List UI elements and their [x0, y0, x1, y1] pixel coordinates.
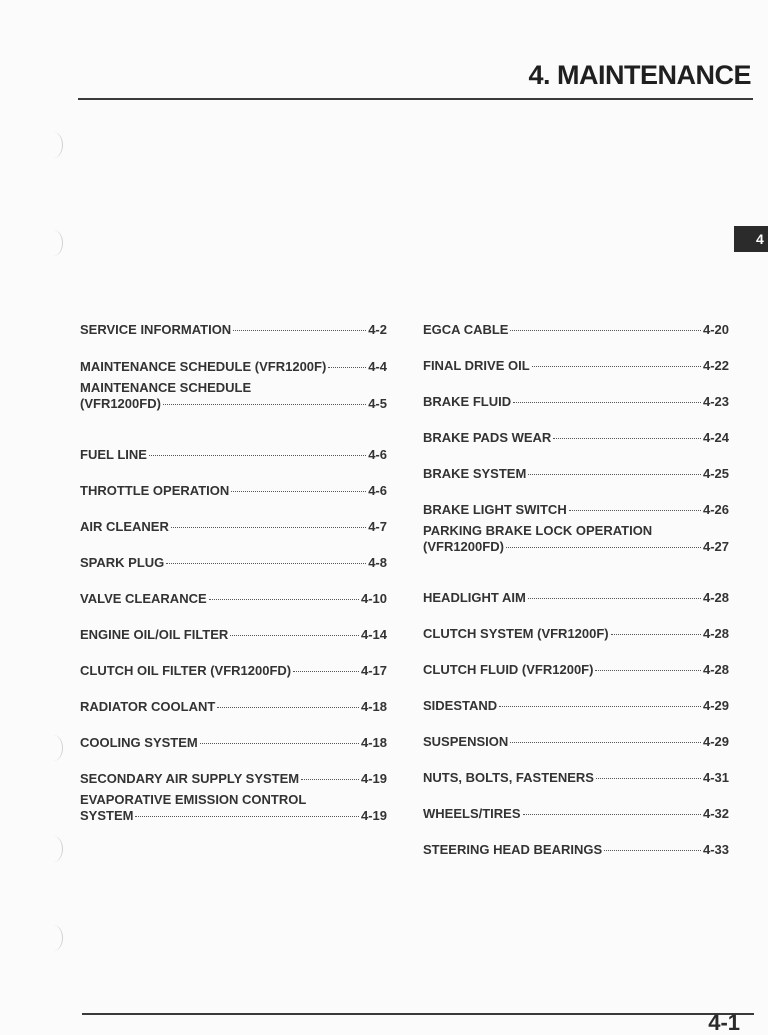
toc-entry-title: FINAL DRIVE OIL	[423, 358, 530, 373]
toc-entry	[80, 627, 387, 643]
footer-divider	[82, 1013, 754, 1015]
toc-entry-page: 4-29	[702, 698, 729, 713]
toc-entry-title: VALVE CLEARANCE	[80, 591, 207, 606]
dot-leader	[200, 742, 359, 744]
dot-leader	[569, 509, 701, 511]
toc-entry	[423, 466, 729, 482]
dot-leader	[513, 401, 701, 403]
dot-leader	[523, 813, 701, 815]
toc-entry-page: 4-27	[702, 539, 729, 554]
toc-entry-title: SECONDARY AIR SUPPLY SYSTEM	[80, 771, 300, 786]
toc-entry-page: 4-31	[702, 770, 729, 785]
toc-entry-page: 4-14	[360, 627, 387, 642]
dot-leader	[532, 365, 701, 367]
toc-entry-page: 4-19	[360, 808, 387, 823]
dot-leader	[135, 815, 359, 817]
page-number: 4-1	[708, 1010, 740, 1035]
toc-entry-title: MAINTENANCE SCHEDULE (VFR1200F)	[80, 359, 327, 374]
toc-entry-title: SYSTEM	[80, 808, 134, 823]
dot-leader	[209, 598, 359, 600]
toc-entry-line	[423, 539, 729, 555]
toc-entry-line	[423, 626, 729, 642]
toc-entry-line	[423, 662, 729, 678]
toc-entry-line	[423, 394, 729, 410]
toc-entry-page: 4-28	[702, 662, 729, 677]
toc-entry-page: 4-29	[702, 734, 729, 749]
toc-entry-page: 4-26	[702, 502, 729, 517]
toc-entry-line	[80, 396, 387, 412]
toc-entry-line	[80, 555, 387, 571]
binder-hole-mark	[44, 735, 63, 761]
toc-entry-line	[80, 735, 387, 751]
toc-entry-title: SPARK PLUG	[80, 555, 165, 570]
dot-leader	[171, 526, 366, 528]
binder-hole-mark	[44, 925, 63, 951]
toc-entry-line	[80, 627, 387, 643]
dot-leader	[166, 562, 366, 564]
toc-entry-page: 4-33	[702, 842, 729, 857]
toc-entry	[423, 590, 729, 606]
toc-entry-line	[423, 466, 729, 482]
toc-entry-page: 4-8	[368, 555, 387, 570]
toc-entry-line	[423, 502, 729, 518]
binder-hole-mark	[44, 836, 63, 862]
toc-entry-line	[80, 322, 387, 338]
dot-leader	[163, 403, 366, 405]
toc-entry	[80, 519, 387, 535]
toc-entry-page: 4-17	[360, 663, 387, 678]
toc-entry-title: HEADLIGHT AIM	[423, 590, 526, 605]
toc-entry-title: ENGINE OIL/OIL FILTER	[80, 627, 229, 642]
toc-entry-page: 4-24	[702, 430, 729, 445]
toc-entry	[80, 591, 387, 607]
toc-entry	[423, 806, 729, 822]
toc-entry-line	[423, 770, 729, 786]
toc-entry	[80, 447, 387, 463]
dot-leader	[510, 741, 701, 743]
toc-entry-title-line: EVAPORATIVE EMISSION CONTROL	[80, 792, 307, 807]
toc-entry	[423, 842, 729, 858]
toc-entry-title: (VFR1200FD)	[80, 396, 161, 411]
dot-leader	[217, 706, 359, 708]
toc-entry-line	[423, 698, 729, 714]
toc-entry-title: BRAKE PADS WEAR	[423, 430, 552, 445]
section-tab	[734, 226, 768, 252]
toc-entry-line	[80, 447, 387, 463]
toc-entry-page: 4-5	[368, 396, 387, 411]
toc-entry-page: 4-7	[368, 519, 387, 534]
dot-leader	[293, 670, 359, 672]
toc-entry	[80, 663, 387, 679]
dot-leader	[506, 546, 701, 548]
toc-entry-page: 4-20	[702, 322, 729, 337]
toc-entry-title: FUEL LINE	[80, 447, 147, 462]
dot-leader	[231, 490, 366, 492]
toc-entry-line	[80, 483, 387, 499]
toc-entry-title: AIR CLEANER	[80, 519, 169, 534]
toc-entry-page: 4-28	[702, 590, 729, 605]
toc-entry	[80, 380, 387, 412]
binder-hole-mark	[44, 132, 63, 158]
toc-entry	[80, 322, 387, 338]
toc-entry	[80, 555, 387, 571]
toc-entry	[423, 502, 729, 518]
toc-entry-title: RADIATOR COOLANT	[80, 699, 216, 714]
dot-leader	[553, 437, 701, 439]
toc-entry-line	[80, 591, 387, 607]
toc-entry-title-line: PARKING BRAKE LOCK OPERATION	[423, 523, 653, 538]
toc-entry	[423, 662, 729, 678]
dot-leader	[149, 454, 366, 456]
section-tab-label: 4	[756, 231, 764, 247]
toc-entry	[423, 430, 729, 446]
toc-entry-line	[423, 734, 729, 750]
toc-entry-page: 4-32	[702, 806, 729, 821]
toc-entry	[80, 735, 387, 751]
toc-entry-line	[80, 771, 387, 787]
dot-leader	[611, 633, 701, 635]
toc-entry-line	[80, 663, 387, 679]
toc-entry-title: STEERING HEAD BEARINGS	[423, 842, 603, 857]
toc-entry	[80, 483, 387, 499]
toc-entry-title: THROTTLE OPERATION	[80, 483, 230, 498]
toc-entry	[80, 792, 387, 824]
dot-leader	[233, 329, 366, 331]
toc-entry	[423, 770, 729, 786]
toc-entry	[423, 698, 729, 714]
dot-leader	[510, 329, 701, 331]
toc-entry-title: CLUTCH FLUID (VFR1200F)	[423, 662, 594, 677]
toc-entry-line	[423, 322, 729, 338]
dot-leader	[528, 473, 701, 475]
toc-entry-page: 4-4	[368, 359, 387, 374]
toc-entry-title: SUSPENSION	[423, 734, 509, 749]
dot-leader	[528, 597, 701, 599]
title-divider	[78, 98, 753, 100]
dot-leader	[596, 777, 701, 779]
toc-entry-title: CLUTCH OIL FILTER (VFR1200FD)	[80, 663, 292, 678]
toc-entry-title: SIDESTAND	[423, 698, 498, 713]
toc-entry-page: 4-18	[360, 699, 387, 714]
toc-entry	[80, 699, 387, 715]
page-title: 4. MAINTENANCE	[528, 60, 751, 90]
toc-entry-title: WHEELS/TIRES	[423, 806, 521, 821]
dot-leader	[595, 669, 701, 671]
toc-entry-line	[80, 808, 387, 824]
toc-entry-line	[80, 699, 387, 715]
toc-entry-title: CLUTCH SYSTEM (VFR1200F)	[423, 626, 609, 641]
toc-entry-line	[423, 806, 729, 822]
toc-entry	[423, 626, 729, 642]
toc-entry-title: NUTS, BOLTS, FASTENERS	[423, 770, 594, 785]
dot-leader	[328, 366, 366, 368]
toc-entry-page: 4-25	[702, 466, 729, 481]
toc-entry	[423, 358, 729, 374]
toc-entry-title: BRAKE FLUID	[423, 394, 512, 409]
toc-entry	[423, 394, 729, 410]
toc-entry-title: BRAKE SYSTEM	[423, 466, 527, 481]
dot-leader	[230, 634, 359, 636]
dot-leader	[301, 778, 359, 780]
toc-entry-line	[423, 430, 729, 446]
toc-entry-line	[423, 358, 729, 374]
toc-entry-title: EGCA CABLE	[423, 322, 509, 337]
toc-entry-page: 4-18	[360, 735, 387, 750]
toc-entry-line	[423, 842, 729, 858]
toc-entry-page: 4-6	[368, 447, 387, 462]
toc-entry-title: SERVICE INFORMATION	[80, 322, 232, 337]
toc-entry-line	[423, 590, 729, 606]
binder-hole-mark	[44, 230, 63, 256]
toc-entry-page: 4-19	[360, 771, 387, 786]
toc-entry	[423, 523, 729, 555]
toc-entry-line	[80, 519, 387, 535]
toc-entry-page: 4-6	[368, 483, 387, 498]
toc-entry-page: 4-23	[702, 394, 729, 409]
toc-entry-page: 4-22	[702, 358, 729, 373]
toc-entry-page: 4-28	[702, 626, 729, 641]
toc-entry-title: BRAKE LIGHT SWITCH	[423, 502, 567, 517]
toc-entry	[80, 771, 387, 787]
toc-entry-page: 4-10	[360, 591, 387, 606]
toc-entry-page: 4-2	[368, 322, 387, 337]
toc-entry-title: (VFR1200FD)	[423, 539, 504, 554]
toc-entry	[80, 359, 387, 375]
dot-leader	[604, 849, 701, 851]
dot-leader	[499, 705, 701, 707]
toc-entry	[423, 322, 729, 338]
toc-entry	[423, 734, 729, 750]
toc-entry-title-line: MAINTENANCE SCHEDULE	[80, 380, 252, 395]
toc-entry-line	[80, 359, 387, 375]
toc-entry-title: COOLING SYSTEM	[80, 735, 198, 750]
